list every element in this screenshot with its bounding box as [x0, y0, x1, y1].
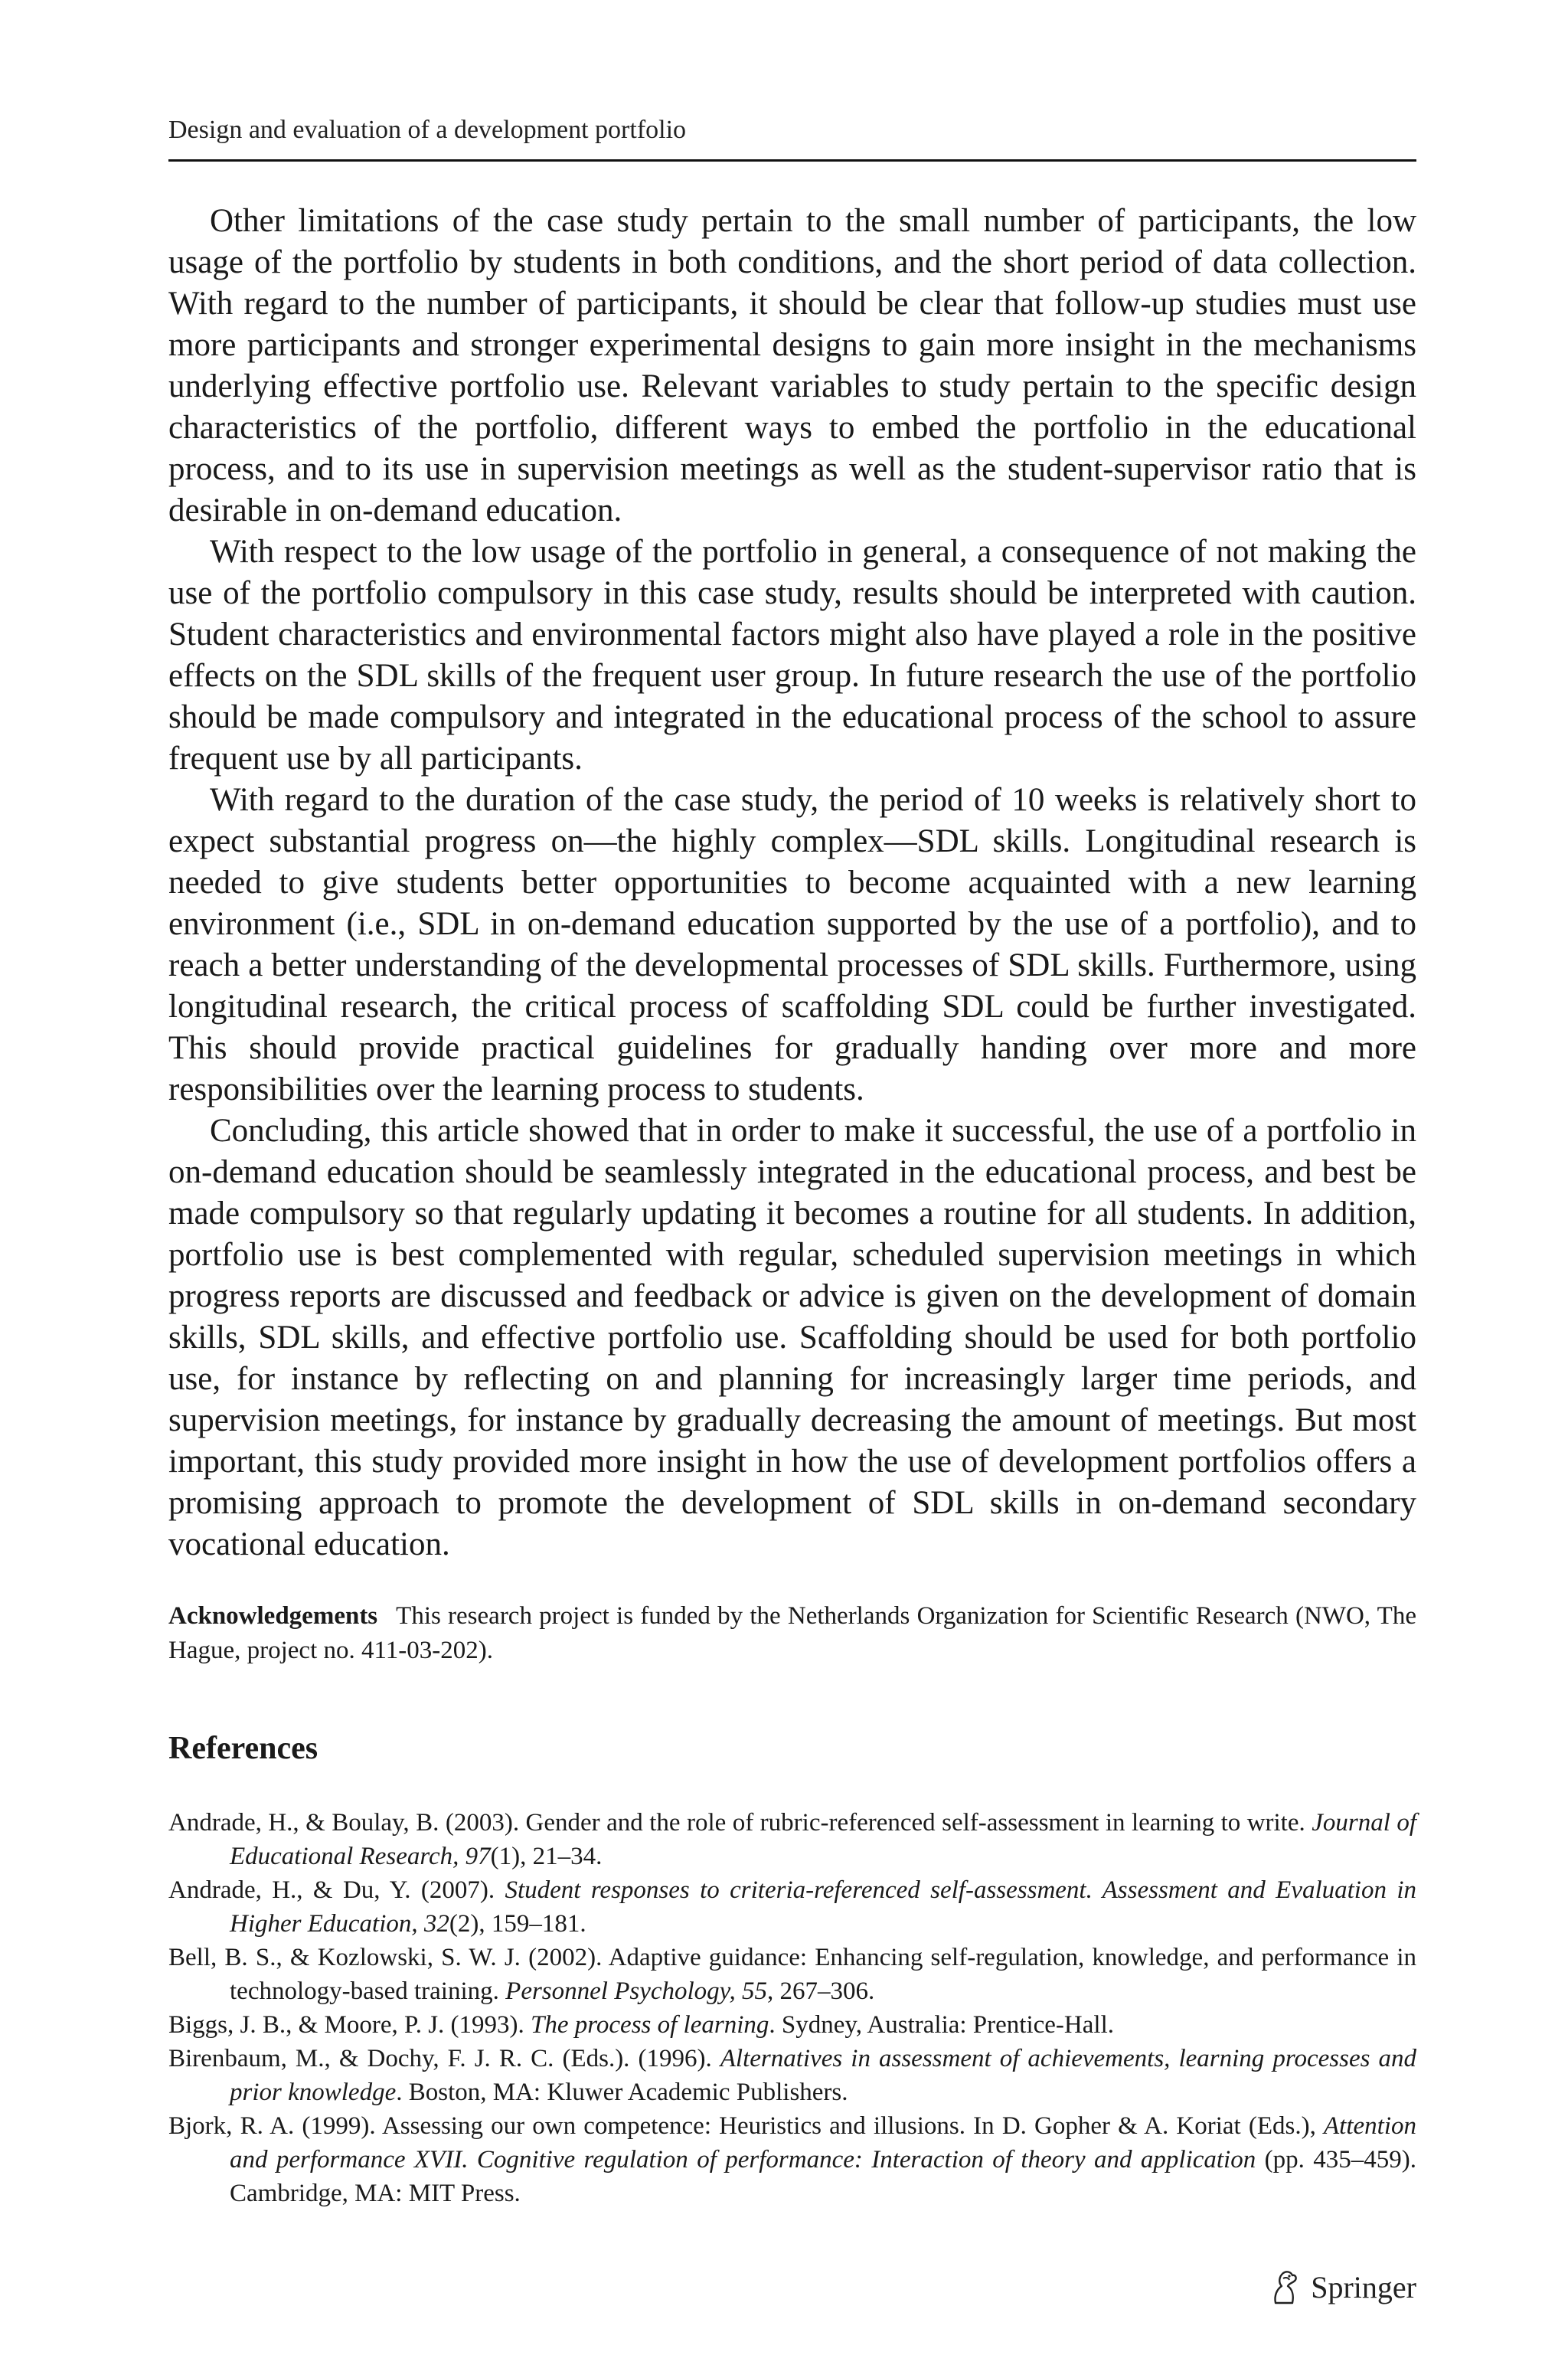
reference-source: Attention and performance XVII. Cognitive regulation of performance: Interaction of theory and application: [230, 2112, 1416, 2174]
springer-horse-icon: [1269, 2269, 1300, 2306]
reference-details: (pp. 435–459). Cambridge, MA: MIT Press.: [230, 2146, 1416, 2207]
body-paragraph: Other limitations of the case study pertain to the small number of participants, the low usage of the portfolio by students in both conditions, and the short period of data collection. With regard to the number of participants, it should be clear that follow-up studies must use more participants and stronger experimental designs to gain more insight in the mechanisms underlying effective portfolio use. Relevant variables to study pertain to the specific design characteristics of the portfolio, different ways to embed the portfolio in the educational process, and to its use in supervision meetings as well as the student-supervisor ratio that is desirable in on-demand education.: [168, 203, 1416, 528]
body-paragraph: Concluding, this article showed that in order to make it successful, the use of a portfolio in on-demand education should be seamlessly integrated in the educational process, and best be made compulsory so that regularly updating it becomes a routine for all students. In addition, portfolio use is best complemented with regular, scheduled supervision meetings in which progress reports are discussed and feedback or advice is given on the development of domain skills, SDL skills, and effective portfolio use. Scaffolding should be used for both portfolio use, for instance by reflecting on and planning for increasingly larger time periods, and supervision meetings, for instance by gradually decreasing the amount of meetings. But most important, this study provided more insight in how the use of development portfolios offers a promising approach to promote the development of SDL skills in on-demand secondary vocational education.: [168, 1113, 1416, 1562]
references-list: [168, 1806, 1416, 2210]
reference-details: . Sydney, Australia: Prentice-Hall.: [769, 2011, 1114, 2039]
running-head: Design and evaluation of a development portfolio: [168, 116, 687, 144]
reference-source: Personnel Psychology, 55: [505, 1977, 767, 2005]
reference-authors: Biggs, J. B., & Moore, P. J. (1993).: [168, 2011, 531, 2039]
body-text: [168, 201, 1416, 1565]
reference-source: Journal of Educational Research, 97: [230, 1809, 1416, 1870]
reference-details: (2), 159–181.: [449, 1910, 586, 1938]
references-heading: References: [168, 1731, 318, 1766]
header-rule: [168, 159, 1416, 162]
page: [168, 0, 1416, 2378]
reference-item: [168, 1941, 1416, 2008]
acknowledgements: [168, 1599, 1416, 1668]
reference-authors: Andrade, H., & Boulay, B. (2003). Gender and the role of rubric-referenced self-assessment in learning to write.: [168, 1809, 1312, 1837]
reference-item: [168, 2008, 1416, 2042]
publisher-logo: [1269, 2268, 1416, 2307]
publisher-name: Springer: [1311, 2270, 1416, 2304]
reference-item: [168, 1806, 1416, 1873]
acknowledgements-label: Acknowledgements: [168, 1602, 378, 1630]
reference-item: [168, 2109, 1416, 2210]
reference-authors: Bjork, R. A. (1999). Assessing our own competence: Heuristics and illusions. In D. Gopher & A. Koriat (Eds.),: [168, 2112, 1325, 2140]
reference-source: Student responses to criteria-referenced self-assessment. Assessment and Evaluation in Higher Education, 32: [230, 1876, 1417, 1938]
reference-authors: Bell, B. S., & Kozlowski, S. W. J. (2002). Adaptive guidance: Enhancing self-regulation, knowledge, and performance in technology-based training.: [168, 1944, 1416, 2005]
reference-source: Alternatives in assessment of achievements, learning processes and prior knowledge: [230, 2045, 1416, 2106]
body-paragraph: With regard to the duration of the case study, the period of 10 weeks is relatively short to expect substantial progress on—the highly complex—SDL skills. Longitudinal research is needed to give students better opportunities to become acquainted with a new learning environment (i.e., SDL in on-demand education supported by the use of a portfolio), and to reach a better understanding of the developmental processes of SDL skills. Furthermore, using longitudinal research, the critical process of scaffolding SDL could be further investigated. This should provide practical guidelines for gradually handing over more and more responsibilities over the learning process to students.: [168, 782, 1416, 1107]
body-paragraph: With respect to the low usage of the portfolio in general, a consequence of not making the use of the portfolio compulsory in this case study, results should be interpreted with caution. Student characteristics and environmental factors might also have played a role in the positive effects on the SDL skills of the frequent user group. In future research the use of the portfolio should be made compulsory and integrated in the educational process of the school to assure frequent use by all participants.: [168, 534, 1416, 777]
reference-authors: Birenbaum, M., & Dochy, F. J. R. C. (Eds.). (1996).: [168, 2045, 720, 2072]
reference-details: , 267–306.: [767, 1977, 875, 2005]
acknowledgements-text: This research project is funded by the Netherlands Organization for Scientific Research (NWO, The Hague, project no. 411-03-202).: [168, 1602, 1416, 1664]
reference-details: (1), 21–34.: [490, 1843, 603, 1870]
reference-details: . Boston, MA: Kluwer Academic Publishers.: [396, 2079, 848, 2106]
reference-item: [168, 2042, 1416, 2109]
reference-item: [168, 1873, 1416, 1941]
reference-source: The process of learning: [531, 2011, 769, 2039]
reference-authors: Andrade, H., & Du, Y. (2007).: [168, 1876, 505, 1904]
